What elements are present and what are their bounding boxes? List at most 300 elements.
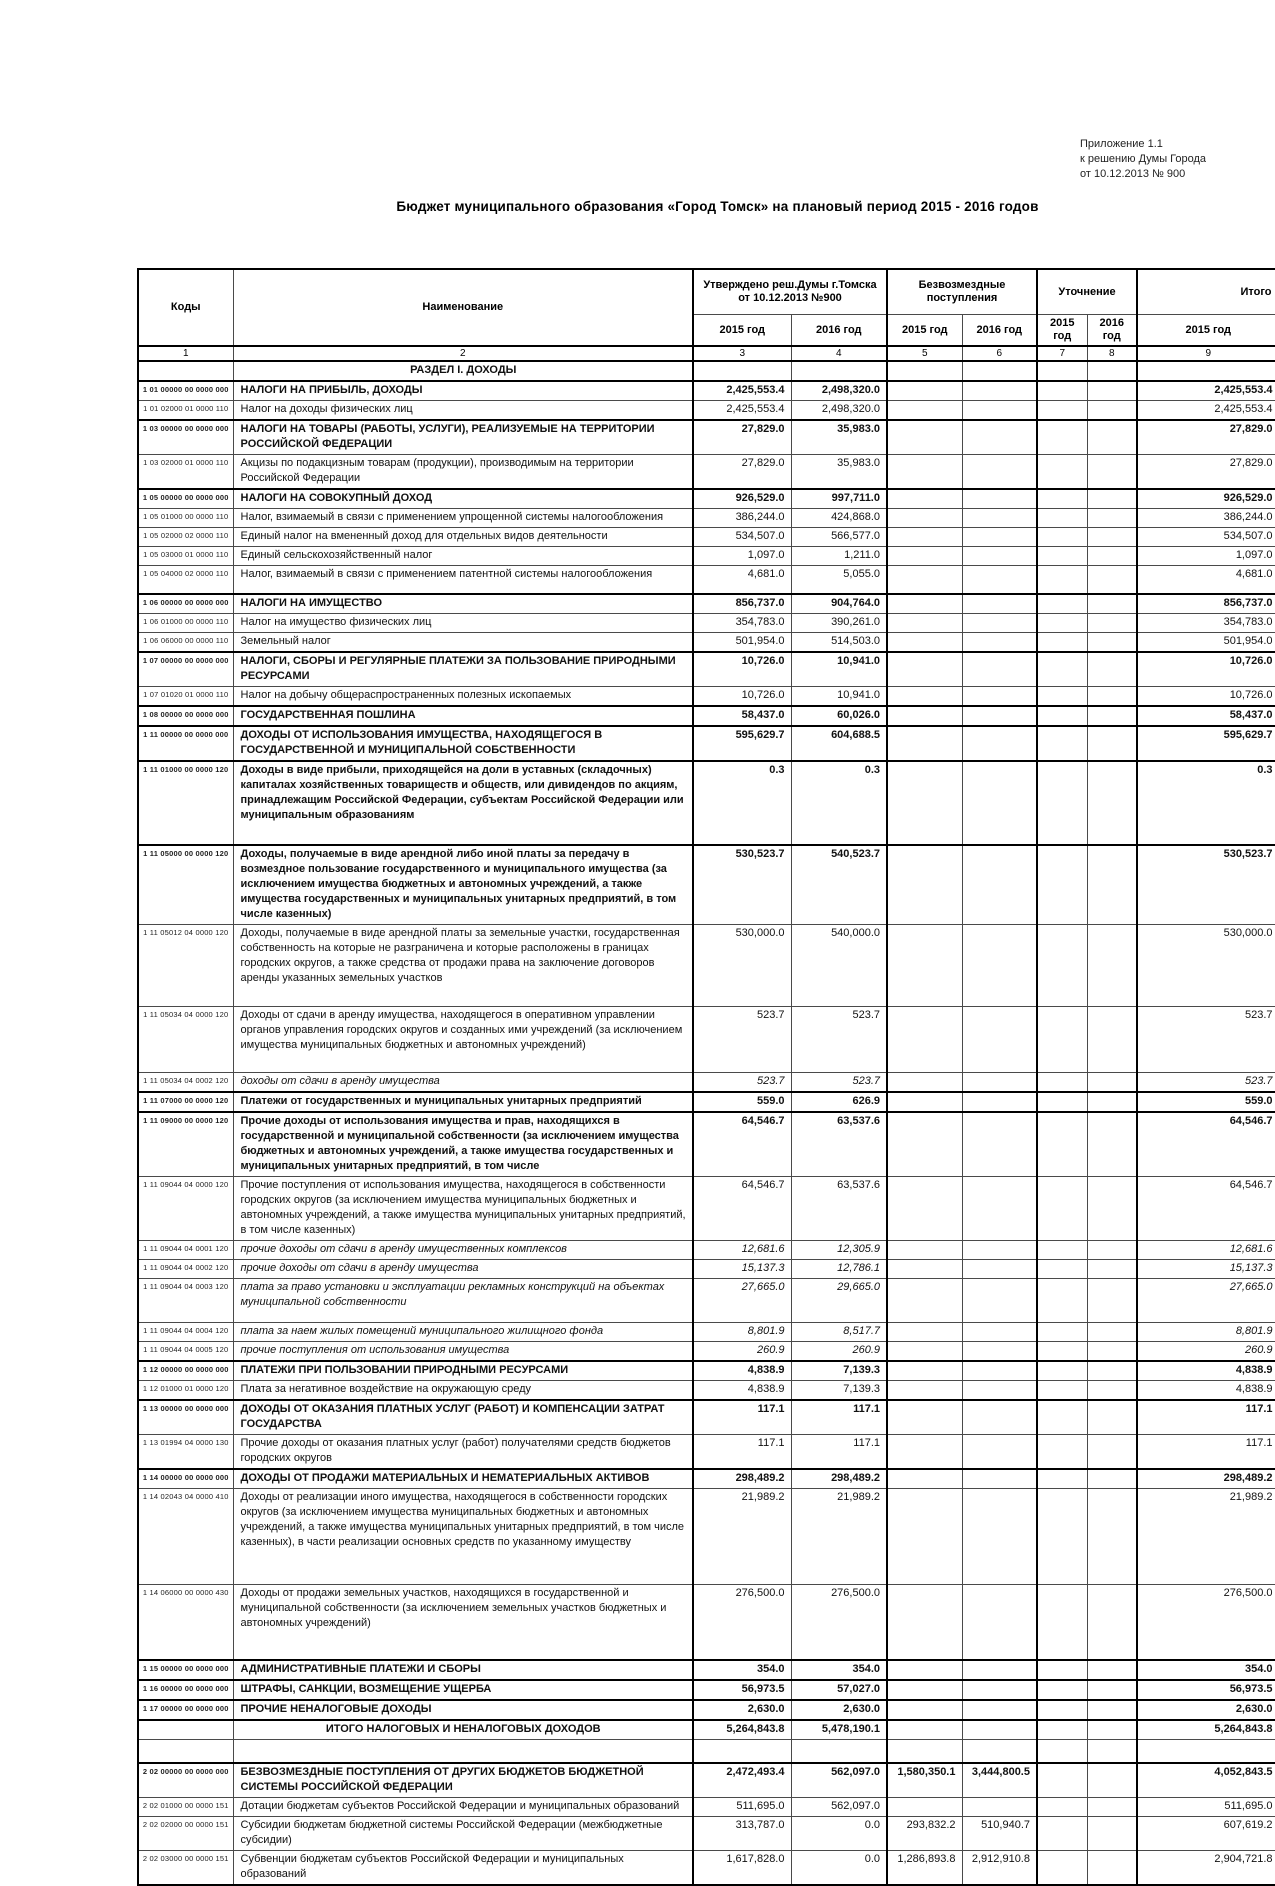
name-cell: прочие поступления от использования имущества: [233, 1341, 693, 1361]
value-cell: 21,989.2: [693, 1488, 791, 1584]
code-cell: 1 11 05034 04 0002 120: [138, 1072, 233, 1092]
table-row: [138, 566, 1275, 594]
value-cell: [1087, 1740, 1137, 1764]
value-cell: [1037, 1322, 1087, 1341]
col-header-codes: Коды: [138, 269, 233, 346]
value-cell: 29,665.0: [791, 1278, 887, 1322]
value-cell: 2,630.0: [791, 1700, 887, 1720]
value-cell: 904,764.0: [791, 594, 887, 614]
value-cell: 562,097.0: [791, 1798, 887, 1817]
value-cell: [887, 1112, 962, 1177]
value-cell: 2,425,553.4: [693, 401, 791, 421]
value-cell: [962, 1488, 1037, 1584]
name-cell: ДОХОДЫ ОТ ИСПОЛЬЗОВАНИЯ ИМУЩЕСТВА, НАХОДЯЩЕГОСЯ В ГОСУДАРСТВЕННОЙ И МУНИЦИПАЛЬНОЙ СОБСТВЕННОСТИ: [233, 726, 693, 761]
value-cell: 313,787.0: [693, 1817, 791, 1851]
value-cell: [962, 613, 1037, 632]
table-row: [138, 1817, 1275, 1851]
value-cell: 27,829.0: [1137, 420, 1275, 455]
code-cell: 1 06 00000 00 0000 000: [138, 594, 233, 614]
value-cell: [887, 652, 962, 687]
value-cell: [1037, 1720, 1087, 1740]
value-cell: [1087, 566, 1137, 594]
value-cell: [962, 528, 1037, 547]
value-cell: [1037, 1006, 1087, 1072]
value-cell: [887, 1740, 962, 1764]
value-cell: [962, 1278, 1037, 1322]
col-number: 6: [962, 346, 1037, 361]
col-number: 2: [233, 346, 693, 361]
value-cell: [887, 528, 962, 547]
appendix-note-line: к решению Думы Города: [1080, 153, 1207, 165]
value-cell: [1037, 1851, 1087, 1886]
code-cell: 1 08 00000 00 0000 000: [138, 706, 233, 726]
code-cell: 1 07 01020 01 0000 110: [138, 686, 233, 706]
value-cell: 27,665.0: [693, 1278, 791, 1322]
value-cell: [1087, 1072, 1137, 1092]
code-cell: 1 15 00000 00 0000 000: [138, 1660, 233, 1680]
value-cell: 604,688.5: [791, 726, 887, 761]
col-header-year: 2015 год: [887, 315, 962, 347]
header-group-row: [138, 269, 1275, 315]
name-cell: ШТРАФЫ, САНКЦИИ, ВОЗМЕЩЕНИЕ УЩЕРБА: [233, 1680, 693, 1700]
value-cell: 540,523.7: [791, 845, 887, 925]
col-header-year: 2016 год: [962, 315, 1037, 347]
value-cell: [962, 455, 1037, 490]
table-row: [138, 1680, 1275, 1700]
value-cell: [1087, 726, 1137, 761]
code-cell: 1 11 01000 00 0000 120: [138, 761, 233, 845]
value-cell: [1037, 1469, 1087, 1489]
code-cell: 1 05 03000 01 0000 110: [138, 547, 233, 566]
name-cell: Доходы от продажи земельных участков, находящихся в государственной и муниципальной собственности (за исключением земельных участков бюджетных и автономных учреждений): [233, 1584, 693, 1660]
value-cell: [962, 1720, 1037, 1740]
name-cell: Прочие доходы от использования имущества и прав, находящихся в государственной и муниципальной собственности (за исключением имущества бюджетных и автономных учреждений, а также имущества государственных и муниципальных унитарных предприятий, в том числе: [233, 1112, 693, 1177]
table-row: [138, 613, 1275, 632]
value-cell: [962, 1072, 1037, 1092]
value-cell: 56,973.5: [693, 1680, 791, 1700]
value-cell: [1037, 632, 1087, 652]
value-cell: 10,726.0: [1137, 686, 1275, 706]
col-number: 8: [1087, 346, 1137, 361]
table-row: [138, 1700, 1275, 1720]
table-row: [138, 1278, 1275, 1322]
table-row: [138, 528, 1275, 547]
value-cell: [1087, 1240, 1137, 1259]
value-cell: [887, 1176, 962, 1240]
value-cell: [887, 1434, 962, 1469]
value-cell: 10,726.0: [693, 652, 791, 687]
value-cell: 354.0: [693, 1660, 791, 1680]
code-cell: [138, 1740, 233, 1764]
table-row: [138, 361, 1275, 381]
value-cell: 2,425,553.4: [693, 381, 791, 401]
value-cell: 8,801.9: [1137, 1322, 1275, 1341]
code-cell: 1 11 09044 04 0003 120: [138, 1278, 233, 1322]
code-cell: 1 11 05000 00 0000 120: [138, 845, 233, 925]
value-cell: [887, 1488, 962, 1584]
table-row: [138, 1361, 1275, 1381]
code-cell: [138, 1720, 233, 1740]
table-row: [138, 509, 1275, 528]
value-cell: [1037, 761, 1087, 845]
value-cell: 523.7: [693, 1072, 791, 1092]
code-cell: 1 05 04000 02 0000 110: [138, 566, 233, 594]
value-cell: 1,617,828.0: [693, 1851, 791, 1886]
table-row: [138, 1341, 1275, 1361]
value-cell: [887, 594, 962, 614]
table-row: [138, 845, 1275, 925]
name-cell: Доходы, получаемые в виде арендной платы за земельные участки, государственная собственность на которые не разграничена и которые расположены в границах городских округов, а также средства от продажи права на заключение договоров аренды указанных земельных участков: [233, 924, 693, 1006]
name-cell: плата за право установки и эксплуатации рекламных конструкций на объектах муниципальной собственности: [233, 1278, 693, 1322]
col-header-year: 2016 год: [791, 315, 887, 347]
value-cell: [1037, 686, 1087, 706]
name-cell: БЕЗВОЗМЕЗДНЫЕ ПОСТУПЛЕНИЯ ОТ ДРУГИХ БЮДЖЕТОВ БЮДЖЕТНОЙ СИСТЕМЫ РОССИЙСКОЙ ФЕДЕРАЦИИ: [233, 1763, 693, 1798]
value-cell: 27,665.0: [1137, 1278, 1275, 1322]
value-cell: 4,681.0: [1137, 566, 1275, 594]
value-cell: [962, 1700, 1037, 1720]
table-header: [138, 269, 1275, 361]
code-cell: 1 11 09044 04 0000 120: [138, 1176, 233, 1240]
value-cell: 293,832.2: [887, 1817, 962, 1851]
value-cell: [1037, 1660, 1087, 1680]
value-cell: [962, 1798, 1037, 1817]
value-cell: [1037, 706, 1087, 726]
value-cell: [1087, 924, 1137, 1006]
value-cell: [1037, 1700, 1087, 1720]
value-cell: [1087, 1763, 1137, 1798]
value-cell: [1087, 547, 1137, 566]
value-cell: [1037, 361, 1087, 381]
value-cell: 0.0: [791, 1851, 887, 1886]
value-cell: [962, 1006, 1037, 1072]
value-cell: 12,681.6: [693, 1240, 791, 1259]
value-cell: 354,783.0: [693, 613, 791, 632]
value-cell: [887, 761, 962, 845]
value-cell: [1087, 1584, 1137, 1660]
value-cell: [887, 1469, 962, 1489]
value-cell: 523.7: [1137, 1072, 1275, 1092]
value-cell: [962, 1240, 1037, 1259]
value-cell: [1087, 632, 1137, 652]
value-cell: [1087, 1259, 1137, 1278]
value-cell: [962, 726, 1037, 761]
value-cell: [1087, 381, 1137, 401]
value-cell: [962, 361, 1037, 381]
value-cell: [962, 1434, 1037, 1469]
value-cell: 386,244.0: [693, 509, 791, 528]
value-cell: [887, 381, 962, 401]
value-cell: 276,500.0: [1137, 1584, 1275, 1660]
value-cell: [962, 1680, 1037, 1700]
value-cell: [1087, 1278, 1137, 1322]
code-cell: 1 11 07000 00 0000 120: [138, 1092, 233, 1112]
value-cell: 35,983.0: [791, 455, 887, 490]
value-cell: 1,211.0: [791, 547, 887, 566]
value-cell: [1037, 1380, 1087, 1400]
value-cell: 5,055.0: [791, 566, 887, 594]
table-row: [138, 632, 1275, 652]
value-cell: 57,027.0: [791, 1680, 887, 1700]
value-cell: [1087, 509, 1137, 528]
value-cell: [1037, 1072, 1087, 1092]
value-cell: 534,507.0: [693, 528, 791, 547]
value-cell: [1087, 361, 1137, 381]
value-cell: 10,941.0: [791, 652, 887, 687]
col-header-year: 2015 год: [1037, 315, 1087, 347]
value-cell: [887, 1380, 962, 1400]
value-cell: [1087, 1851, 1137, 1886]
code-cell: 1 11 05034 04 0000 120: [138, 1006, 233, 1072]
code-cell: 1 11 09044 04 0002 120: [138, 1259, 233, 1278]
col-number: 4: [791, 346, 887, 361]
col-group-gratuitous-receipts: Безвозмездные поступления: [887, 269, 1037, 315]
name-cell: Доходы, получаемые в виде арендной либо иной платы за передачу в возмездное пользование государственного и муниципального имущества (за исключением имущества бюджетных и автономных учреждений, а также имущества государственных и муниципальных унитарных предприятий, в том числе казенных): [233, 845, 693, 925]
name-cell: Единый сельскохозяйственный налог: [233, 547, 693, 566]
value-cell: 8,517.7: [791, 1322, 887, 1341]
value-cell: [962, 632, 1037, 652]
value-cell: [1087, 845, 1137, 925]
value-cell: 1,097.0: [1137, 547, 1275, 566]
value-cell: [962, 594, 1037, 614]
name-cell: Субсидии бюджетам бюджетной системы Российской Федерации (межбюджетные субсидии): [233, 1817, 693, 1851]
value-cell: [887, 566, 962, 594]
value-cell: [887, 726, 962, 761]
name-cell: Доходы от сдачи в аренду имущества, находящегося в оперативном управлении органов управления городских округов и созданных ими учреждений (за исключением имущества муниципальных бюджетных и автономных учреждений): [233, 1006, 693, 1072]
table-row: [138, 1240, 1275, 1259]
value-cell: [962, 381, 1037, 401]
value-cell: [1087, 401, 1137, 421]
value-cell: 63,537.6: [791, 1112, 887, 1177]
value-cell: 530,523.7: [1137, 845, 1275, 925]
value-cell: 12,681.6: [1137, 1240, 1275, 1259]
name-cell: Единый налог на вмененный доход для отдельных видов деятельности: [233, 528, 693, 547]
value-cell: [1087, 1006, 1137, 1072]
value-cell: 514,503.0: [791, 632, 887, 652]
table-row: [138, 1434, 1275, 1469]
value-cell: [1037, 489, 1087, 509]
value-cell: 260.9: [1137, 1341, 1275, 1361]
value-cell: [1137, 361, 1275, 381]
code-cell: 1 11 09000 00 0000 120: [138, 1112, 233, 1177]
value-cell: 58,437.0: [693, 706, 791, 726]
value-cell: [1087, 1488, 1137, 1584]
value-cell: [887, 547, 962, 566]
name-cell: НАЛОГИ, СБОРЫ И РЕГУЛЯРНЫЕ ПЛАТЕЖИ ЗА ПОЛЬЗОВАНИЕ ПРИРОДНЫМИ РЕСУРСАМИ: [233, 652, 693, 687]
value-cell: [887, 401, 962, 421]
value-cell: [887, 1278, 962, 1322]
value-cell: 501,954.0: [1137, 632, 1275, 652]
code-cell: 1 11 09044 04 0001 120: [138, 1240, 233, 1259]
value-cell: [1037, 1259, 1087, 1278]
table-body: [138, 361, 1275, 1885]
code-cell: 1 14 02043 04 0000 410: [138, 1488, 233, 1584]
value-cell: 117.1: [791, 1434, 887, 1469]
value-cell: [962, 420, 1037, 455]
value-cell: [962, 1469, 1037, 1489]
value-cell: [887, 1700, 962, 1720]
table-row: [138, 489, 1275, 509]
table-row: [138, 1092, 1275, 1112]
value-cell: 595,629.7: [693, 726, 791, 761]
col-number: 9: [1137, 346, 1275, 361]
value-cell: 562,097.0: [791, 1763, 887, 1798]
value-cell: 523.7: [1137, 1006, 1275, 1072]
code-cell: 1 13 01994 04 0000 130: [138, 1434, 233, 1469]
value-cell: 626.9: [791, 1092, 887, 1112]
value-cell: 530,523.7: [693, 845, 791, 925]
code-cell: 1 05 02000 02 0000 110: [138, 528, 233, 547]
value-cell: [1087, 686, 1137, 706]
value-cell: [1087, 455, 1137, 490]
col-number: 5: [887, 346, 962, 361]
value-cell: [1037, 455, 1087, 490]
value-cell: 117.1: [1137, 1434, 1275, 1469]
code-cell: 1 14 06000 00 0000 430: [138, 1584, 233, 1660]
value-cell: [791, 1740, 887, 1764]
table-row: [138, 1660, 1275, 1680]
value-cell: 7,139.3: [791, 1361, 887, 1381]
value-cell: [962, 1660, 1037, 1680]
value-cell: [962, 1584, 1037, 1660]
name-cell: ДОХОДЫ ОТ ОКАЗАНИЯ ПЛАТНЫХ УСЛУГ (РАБОТ) И КОМПЕНСАЦИИ ЗАТРАТ ГОСУДАРСТВА: [233, 1400, 693, 1435]
value-cell: 58,437.0: [1137, 706, 1275, 726]
value-cell: 2,425,553.4: [1137, 381, 1275, 401]
value-cell: 4,838.9: [1137, 1380, 1275, 1400]
value-cell: 5,264,843.8: [1137, 1720, 1275, 1740]
name-cell: ПРОЧИЕ НЕНАЛОГОВЫЕ ДОХОДЫ: [233, 1700, 693, 1720]
value-cell: [693, 1740, 791, 1764]
appendix-note-line: Приложение 1.1: [1080, 138, 1163, 150]
value-cell: [1087, 613, 1137, 632]
value-cell: 511,695.0: [1137, 1798, 1275, 1817]
value-cell: 117.1: [693, 1400, 791, 1435]
name-cell: прочие доходы от сдачи в аренду имущества: [233, 1259, 693, 1278]
value-cell: [1037, 1278, 1087, 1322]
name-cell: Дотации бюджетам субъектов Российской Федерации и муниципальных образований: [233, 1798, 693, 1817]
value-cell: [887, 1341, 962, 1361]
value-cell: 56,973.5: [1137, 1680, 1275, 1700]
name-cell: НАЛОГИ НА ПРИБЫЛЬ, ДОХОДЫ: [233, 381, 693, 401]
table-row: [138, 1584, 1275, 1660]
value-cell: 1,580,350.1: [887, 1763, 962, 1798]
code-cell: 1 11 05012 04 0000 120: [138, 924, 233, 1006]
header-number-row: [138, 346, 1275, 361]
value-cell: [1087, 1361, 1137, 1381]
value-cell: 2,498,320.0: [791, 401, 887, 421]
name-cell: АДМИНИСТРАТИВНЫЕ ПЛАТЕЖИ И СБОРЫ: [233, 1660, 693, 1680]
value-cell: [887, 924, 962, 1006]
table-row: [138, 1720, 1275, 1740]
value-cell: 10,726.0: [693, 686, 791, 706]
value-cell: [1087, 420, 1137, 455]
value-cell: 27,829.0: [1137, 455, 1275, 490]
value-cell: [887, 1720, 962, 1740]
value-cell: 566,577.0: [791, 528, 887, 547]
value-cell: [962, 1112, 1037, 1177]
value-cell: [1037, 726, 1087, 761]
value-cell: [887, 1798, 962, 1817]
value-cell: 559.0: [693, 1092, 791, 1112]
value-cell: 276,500.0: [693, 1584, 791, 1660]
value-cell: [962, 1322, 1037, 1341]
value-cell: [1087, 1700, 1137, 1720]
value-cell: [1087, 1660, 1137, 1680]
code-cell: 1 06 06000 00 0000 110: [138, 632, 233, 652]
value-cell: 390,261.0: [791, 613, 887, 632]
value-cell: 1,286,893.8: [887, 1851, 962, 1886]
value-cell: [887, 1240, 962, 1259]
value-cell: 354.0: [791, 1660, 887, 1680]
value-cell: 559.0: [1137, 1092, 1275, 1112]
value-cell: 3,444,800.5: [962, 1763, 1037, 1798]
code-cell: 2 02 01000 00 0000 151: [138, 1798, 233, 1817]
value-cell: [962, 706, 1037, 726]
code-cell: 1 17 00000 00 0000 000: [138, 1700, 233, 1720]
col-header-year: 2016 год: [1087, 315, 1137, 347]
col-group-approved: Утверждено реш.Думы г.Томска от 10.12.2013 №900: [693, 269, 887, 315]
value-cell: [1087, 1680, 1137, 1700]
value-cell: 5,478,190.1: [791, 1720, 887, 1740]
value-cell: 4,052,843.5: [1137, 1763, 1275, 1798]
table-row: [138, 1798, 1275, 1817]
value-cell: 60,026.0: [791, 706, 887, 726]
value-cell: 10,726.0: [1137, 652, 1275, 687]
value-cell: 534,507.0: [1137, 528, 1275, 547]
name-cell: НАЛОГИ НА ТОВАРЫ (РАБОТЫ, УСЛУГИ), РЕАЛИЗУЕМЫЕ НА ТЕРРИТОРИИ РОССИЙСКОЙ ФЕДЕРАЦИИ: [233, 420, 693, 455]
value-cell: 354.0: [1137, 1660, 1275, 1680]
value-cell: 501,954.0: [693, 632, 791, 652]
value-cell: 2,904,721.8: [1137, 1851, 1275, 1886]
value-cell: 607,619.2: [1137, 1817, 1275, 1851]
value-cell: [962, 547, 1037, 566]
name-cell: Налог на имущество физических лиц: [233, 613, 693, 632]
code-cell: 1 13 00000 00 0000 000: [138, 1400, 233, 1435]
value-cell: 4,681.0: [693, 566, 791, 594]
col-header-year: 2015 год: [693, 315, 791, 347]
value-cell: [887, 361, 962, 381]
value-cell: [1037, 1817, 1087, 1851]
value-cell: 12,786.1: [791, 1259, 887, 1278]
table-row: [138, 686, 1275, 706]
value-cell: [1037, 924, 1087, 1006]
value-cell: 523.7: [791, 1072, 887, 1092]
name-cell: Субвенции бюджетам субъектов Российской Федерации и муниципальных образований: [233, 1851, 693, 1886]
name-cell: Налог, взимаемый в связи с применением упрощенной системы налогообложения: [233, 509, 693, 528]
value-cell: [887, 455, 962, 490]
value-cell: 15,137.3: [1137, 1259, 1275, 1278]
value-cell: [1087, 1112, 1137, 1177]
name-cell: Доходы в виде прибыли, приходящейся на доли в уставных (складочных) капиталах хозяйственных товариществ и обществ, или дивидендов по акциям, принадлежащим Российской Федерации, субъектам Российской Федерации или муниципальным образованиям: [233, 761, 693, 845]
value-cell: [1037, 1488, 1087, 1584]
name-cell: НАЛОГИ НА ИМУЩЕСТВО: [233, 594, 693, 614]
code-cell: 1 07 00000 00 0000 000: [138, 652, 233, 687]
value-cell: 926,529.0: [1137, 489, 1275, 509]
value-cell: 856,737.0: [1137, 594, 1275, 614]
value-cell: [1087, 706, 1137, 726]
value-cell: 64,546.7: [693, 1176, 791, 1240]
value-cell: [1087, 1341, 1137, 1361]
code-cell: 1 11 09044 04 0005 120: [138, 1341, 233, 1361]
name-cell: доходы от сдачи в аренду имущества: [233, 1072, 693, 1092]
name-cell: НАЛОГИ НА СОВОКУПНЫЙ ДОХОД: [233, 489, 693, 509]
code-cell: 2 02 00000 00 0000 000: [138, 1763, 233, 1798]
value-cell: [962, 924, 1037, 1006]
value-cell: [887, 509, 962, 528]
value-cell: [1087, 1817, 1137, 1851]
name-cell: ПЛАТЕЖИ ПРИ ПОЛЬЗОВАНИИ ПРИРОДНЫМИ РЕСУРСАМИ: [233, 1361, 693, 1381]
value-cell: 926,529.0: [693, 489, 791, 509]
value-cell: [1037, 1240, 1087, 1259]
